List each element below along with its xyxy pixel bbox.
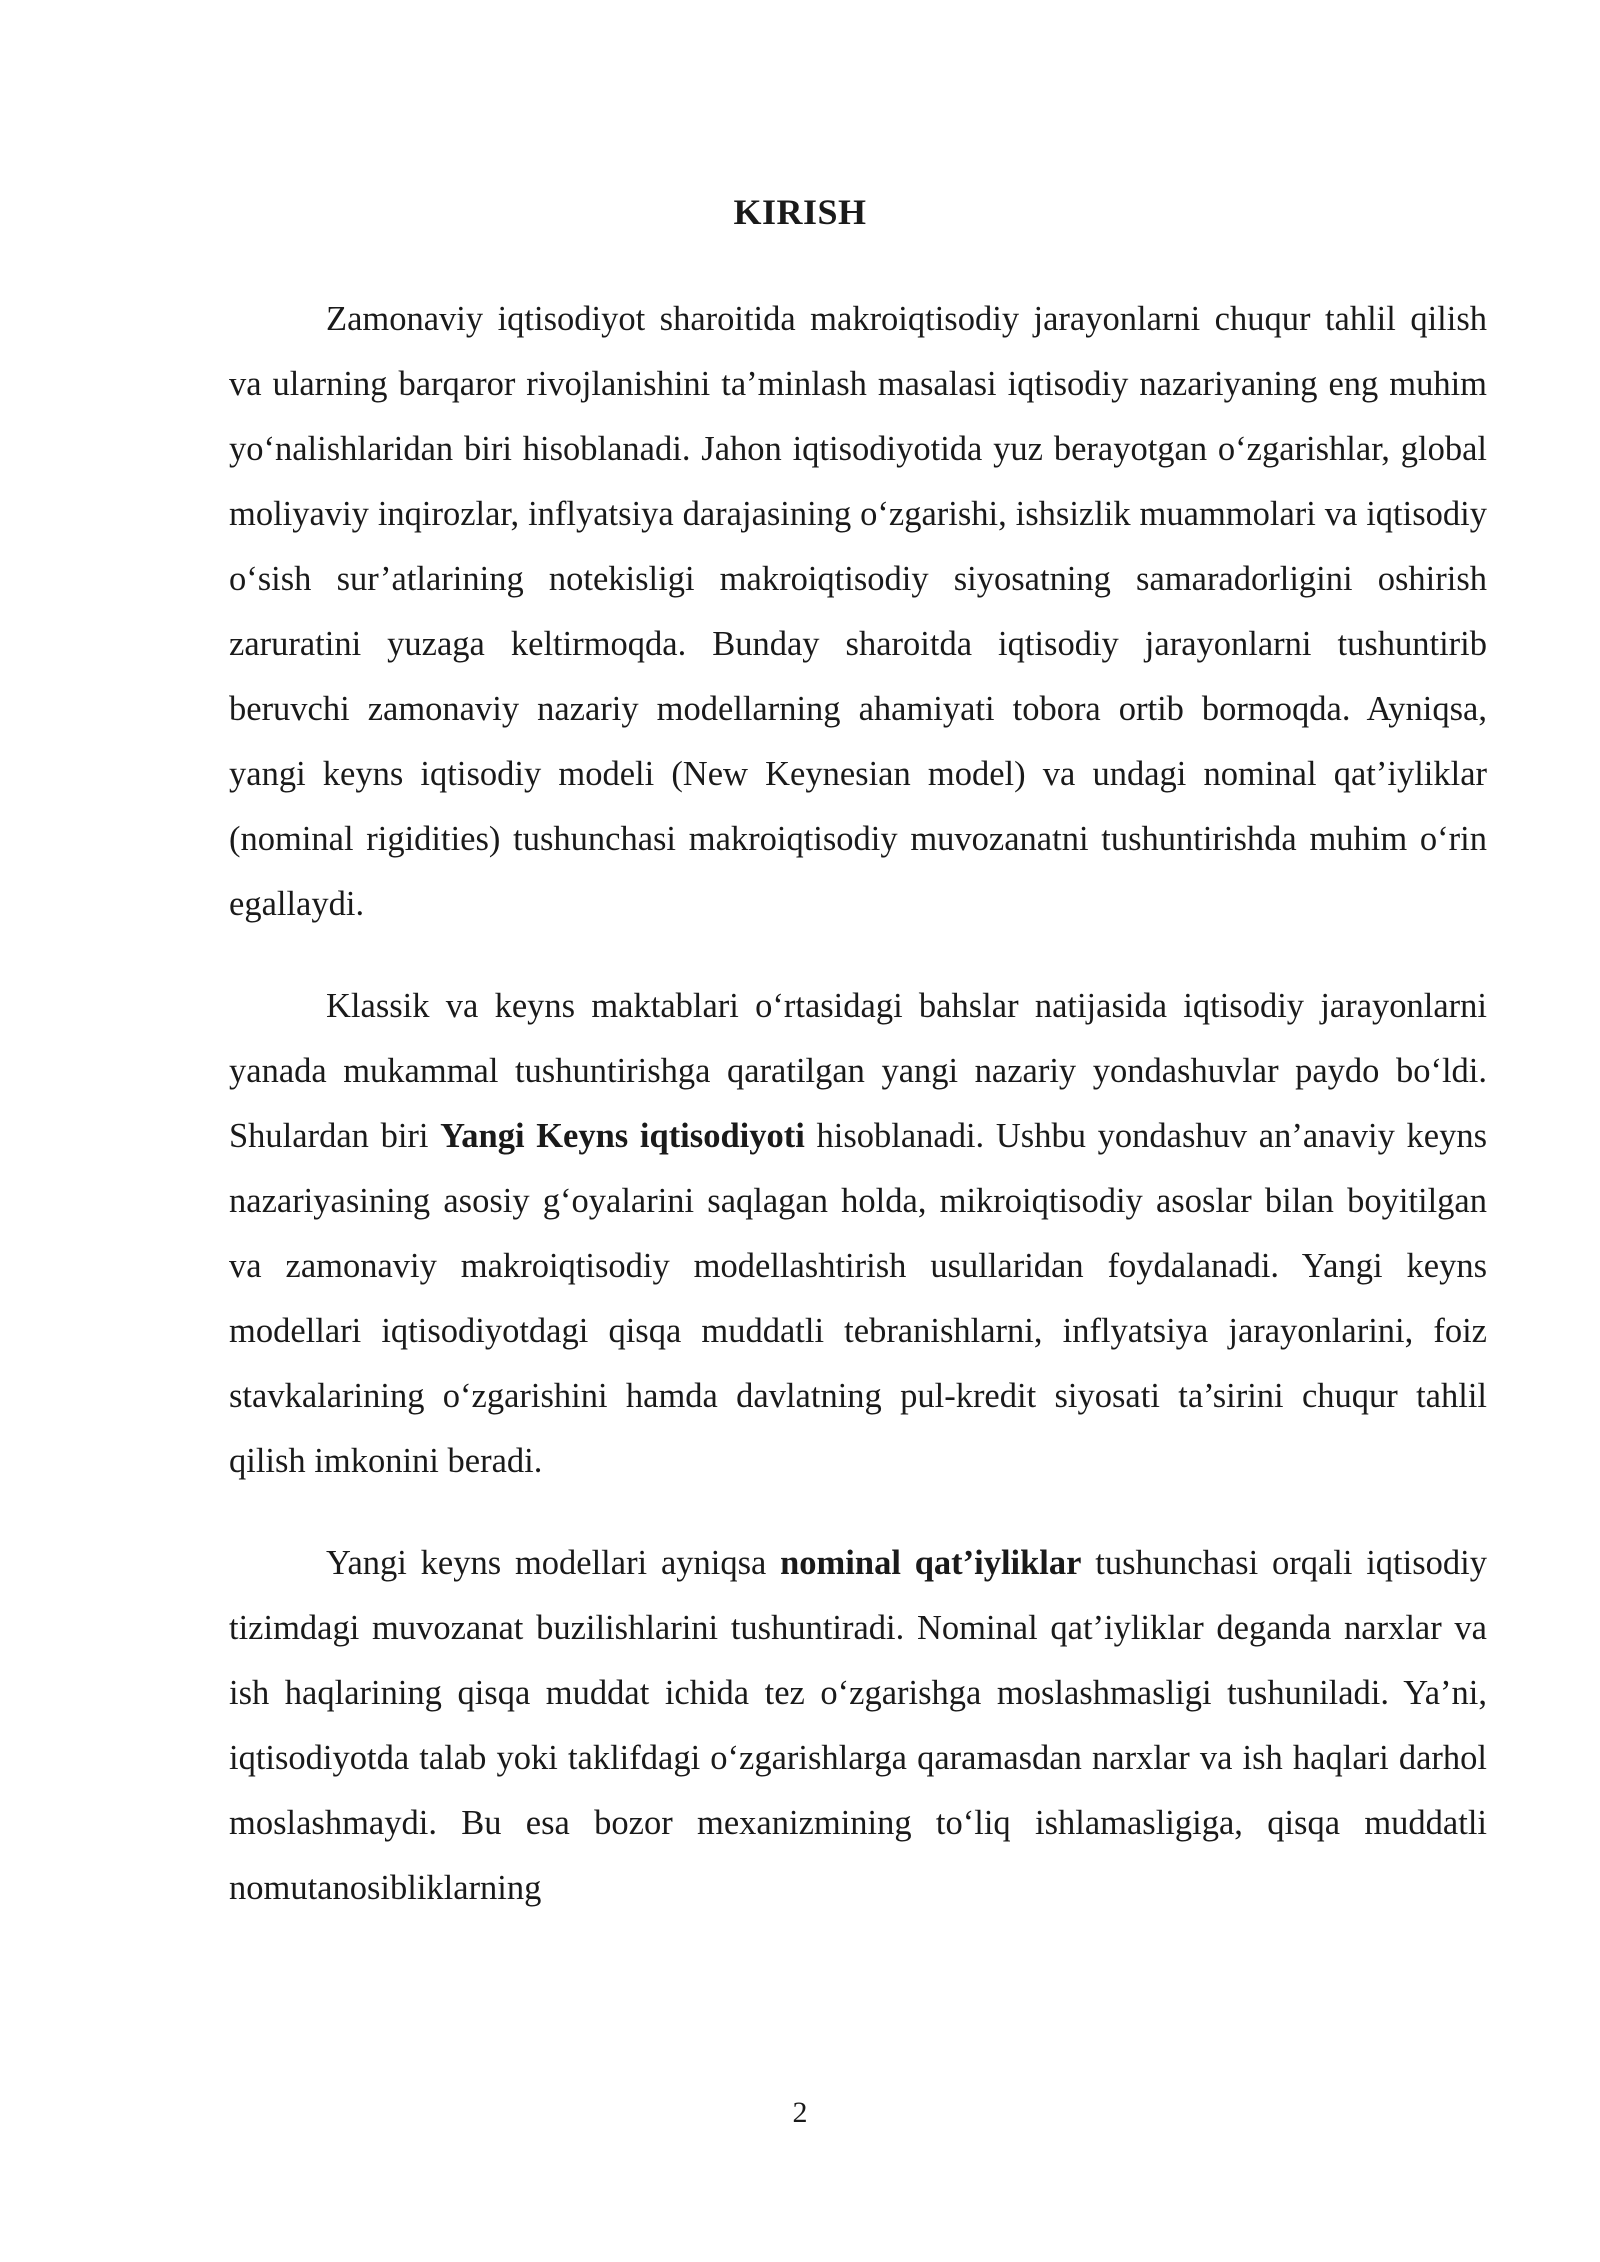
paragraph-3-bold-term: nominal qat’iyliklar	[780, 1544, 1082, 1582]
page-number: 2	[792, 2096, 808, 2129]
paragraph-3-text-start: Yangi keyns modellari ayniqsa	[326, 1544, 781, 1582]
paragraph-2-text-end: hisoblanadi. Ushbu yondashuv an’anaviy keyns nazariyasining asosiy g‘oyalarini saqlagan holda, mikroiqtisodiy asoslar bilan boyitilgan va zamonaviy makroiqtisodiy modellashtirish usullaridan foydalanadi. Yangi keyns modellari iqtisodiyotdagi qisqa muddatli tebranishlarni, inflyatsiya jarayonlarini, foiz stavkalarining o‘zgarishini hamda davlatning pul-kredit siyosati ta’sirini chuqur tahlil qilish imkonini beradi.	[229, 1117, 1487, 1480]
paragraph-3-text-end: tushunchasi orqali iqtisodiy tizimdagi muvozanat buzilishlarini tushuntiradi. Nominal qat’iyliklar deganda narxlar va ish haqlarining qisqa muddat ichida tez o‘zgarishga moslashmasligi tushuniladi. Ya’ni, iqtisodiyotda talab yoki taklifdagi o‘zgarishlarga qaramasdan narxlar va ish haqlari darhol moslashmaydi. Bu esa bozor mexanizmining to‘liq ishlamasligiga, qisqa muddatli nomutanosibliklarning	[229, 1544, 1487, 1907]
document-body	[229, 287, 1487, 1921]
paragraph-2-bold-term: Yangi Keyns iqtisodiyoti	[440, 1117, 805, 1155]
paragraph-2	[229, 974, 1487, 1494]
paragraph-2-text-start: Klassik va keyns maktablari o‘rtasidagi bahslar natijasida iqtisodiy jarayonlarni yanada mukammal tushuntirishga qaratilgan yangi nazariy yondashuvlar paydo bo‘ldi. Shulardan biri	[229, 987, 1487, 1155]
paragraph-1-text: Zamonaviy iqtisodiyot sharoitida makroiqtisodiy jarayonlarni chuqur tahlil qilish va ularning barqaror rivojlanishini ta’minlash masalasi iqtisodiy nazariyaning eng muhim yo‘nalishlaridan biri hisoblanadi. Jahon iqtisodiyotida yuz berayotgan o‘zgarishlar, global moliyaviy inqirozlar, inflyatsiya darajasining o‘zgarishi, ishsizlik muammolari va iqtisodiy o‘sish sur’atlarining notekisligi makroiqtisodiy siyosatning samaradorligini oshirish zaruratini yuzaga keltirmoqda. Bunday sharoitda iqtisodiy jarayonlarni tushuntirib beruvchi zamonaviy nazariy modellarning ahamiyati tobora ortib bormoqda. Ayniqsa, yangi keyns iqtisodiy modeli (New Keynesian model) va undagi nominal qat’iyliklar (nominal rigidities) tushunchasi makroiqtisodiy muvozanatni tushuntirishda muhim o‘rin egallaydi.	[229, 300, 1487, 923]
section-heading: KIRISH	[733, 192, 867, 232]
paragraph-3	[229, 1531, 1487, 1921]
paragraph-1	[229, 287, 1487, 937]
